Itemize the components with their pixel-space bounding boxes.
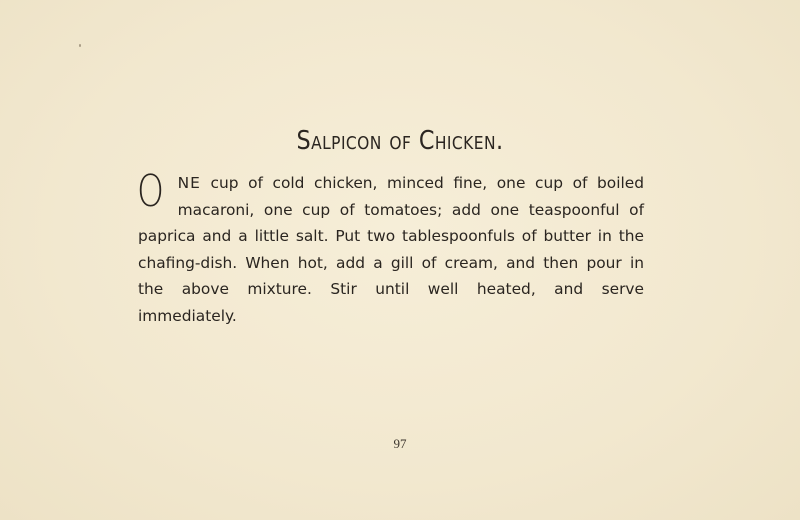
recipe-paragraph: [137, 166, 644, 330]
lead-text: NE: [177, 174, 201, 192]
recipe-body: cup of cold chicken, minced fine, one cup of boiled macaroni, one cup of tomatoes; add one teaspoonful of paprica and a little salt. Put two tablespoonfuls of butter in the chafing-dish. When hot, add a gill of cream, and then pour in the above mixture. Stir until well heated, and serve immediately.: [138, 174, 644, 325]
paper-speck: [79, 44, 81, 47]
page-number: 97: [393, 436, 407, 451]
drop-cap: O: [137, 166, 165, 217]
recipe-title: Salpicon of Chicken.: [296, 126, 504, 156]
